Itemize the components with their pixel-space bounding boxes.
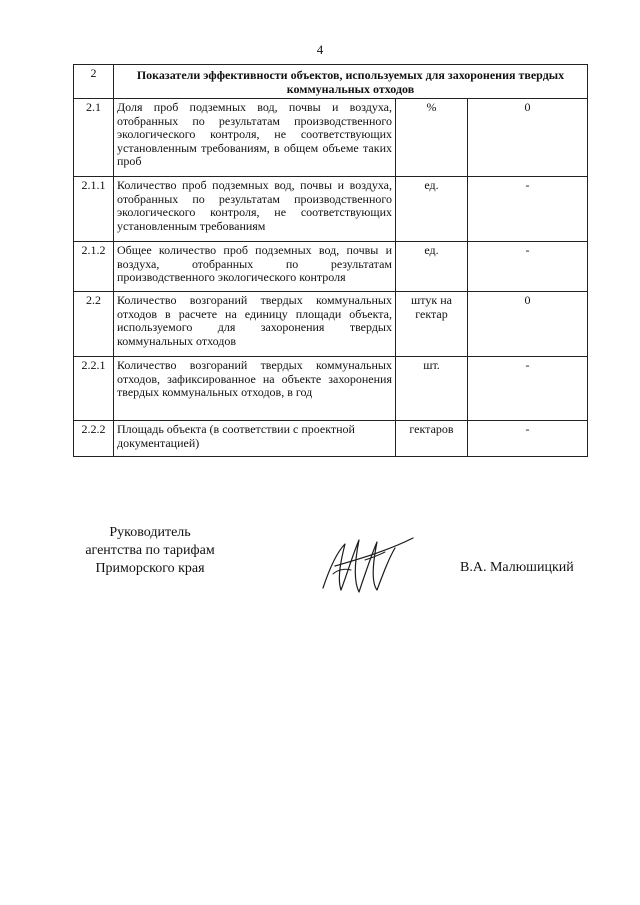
- row-unit: %: [396, 99, 468, 177]
- row-name: Количество возгораний твердых коммунальных отходов в расчете на единицу площади объекта, используемого для захоронения твердых коммунальных отходов: [114, 292, 396, 357]
- table-row: [74, 292, 588, 357]
- signer-name: В.А. Малюшицкий: [460, 560, 574, 575]
- table-row: [74, 99, 588, 177]
- row-value: -: [468, 177, 588, 242]
- row-number: 2.1.1: [74, 177, 114, 242]
- row-value: 0: [468, 99, 588, 177]
- table-row: [74, 177, 588, 242]
- table-row: [74, 357, 588, 421]
- position-line: агентства по тарифам: [85, 543, 215, 558]
- row-name: Общее количество проб подземных вод, почвы и воздуха, отобранных по результатам производственного экологического контроля: [114, 242, 396, 292]
- row-number: 2.2: [74, 292, 114, 357]
- section-header-row: [74, 65, 588, 99]
- row-name: Доля проб подземных вод, почвы и воздуха, отобранных по результатам производственного экологического контроля, не соответствующих установленным требованиям, в общем объеме таких проб: [114, 99, 396, 177]
- row-unit: гектаров: [396, 421, 468, 457]
- table-row: [74, 242, 588, 292]
- row-value: -: [468, 242, 588, 292]
- page-number: 4: [316, 42, 324, 57]
- position-line: Руководитель: [109, 525, 191, 540]
- row-unit: ед.: [396, 177, 468, 242]
- row-value: -: [468, 357, 588, 421]
- row-unit: шт.: [396, 357, 468, 421]
- row-number: 2.2.1: [74, 357, 114, 421]
- row-value: -: [468, 421, 588, 457]
- section-number: 2: [74, 65, 114, 99]
- section-title: Показатели эффективности объектов, используемых для захоронения твердых коммунальных отходов: [114, 65, 588, 99]
- row-name: Количество проб подземных вод, почвы и воздуха, отобранных по результатам производственного экологического контроля, не соответствующих установленным требованиям: [114, 177, 396, 242]
- row-unit: штук на гектар: [396, 292, 468, 357]
- indicators-table: [73, 64, 588, 457]
- row-number: 2.1: [74, 99, 114, 177]
- row-unit: ед.: [396, 242, 468, 292]
- signatory-position: [70, 524, 230, 578]
- table-row: [74, 421, 588, 457]
- row-name: Площадь объекта (в соответствии с проектной документацией): [114, 421, 396, 457]
- handwritten-signature: [315, 530, 415, 600]
- position-line: Приморского края: [95, 561, 205, 576]
- row-number: 2.2.2: [74, 421, 114, 457]
- row-name: Количество возгораний твердых коммунальных отходов, зафиксированное на объекте захоронения твердых коммунальных отходов, в год: [114, 357, 396, 421]
- row-number: 2.1.2: [74, 242, 114, 292]
- row-value: 0: [468, 292, 588, 357]
